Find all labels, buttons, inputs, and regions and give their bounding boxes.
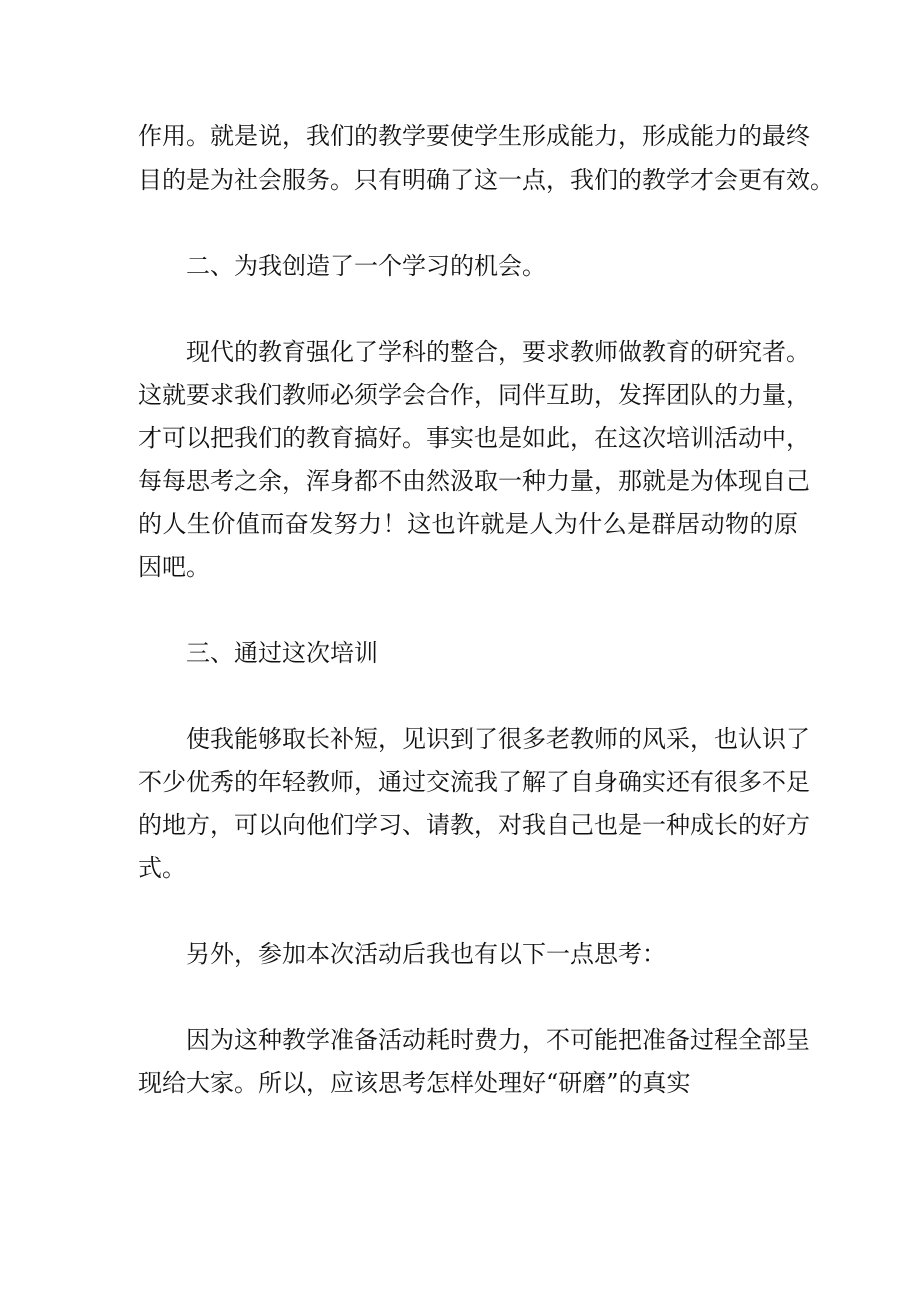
paragraph-line: 现给大家。所以，应该思考怎样处理好“研磨”的真实 — [138, 1069, 691, 1097]
section-heading: 三、通过这次培训 — [186, 639, 378, 667]
paragraph-line: 不少优秀的年轻教师，通过交流我了解了自身确实还有很多不足 — [138, 768, 810, 796]
paragraph-line: 因吧。 — [138, 553, 210, 581]
paragraph-line: 目的是为社会服务。只有明确了这一点，我们的教学才会更有效。 — [138, 166, 834, 194]
paragraph-line: 式。 — [138, 854, 186, 882]
paragraph-line: 每每思考之余，浑身都不由然汲取一种力量，那就是为体现自己 — [138, 467, 810, 495]
paragraph-line: 的人生价值而奋发努力！这也许就是人为什么是群居动物的原 — [138, 510, 798, 538]
paragraph-line: 现代的教育强化了学科的整合，要求教师做教育的研究者。 — [186, 338, 810, 366]
paragraph-line: 才可以把我们的教育搞好。事实也是如此，在这次培训活动中， — [138, 424, 810, 452]
paragraph-line: 使我能够取长补短，见识到了很多老教师的风采，也认识了 — [186, 725, 810, 753]
paragraph-line: 的地方，可以向他们学习、请教，对我自己也是一种成长的好方 — [138, 811, 810, 839]
paragraph-line: 这就要求我们教师必须学会合作，同伴互助，发挥团队的力量， — [138, 381, 810, 409]
paragraph-line: 因为这种教学准备活动耗时费力，不可能把准备过程全部呈 — [186, 1026, 810, 1054]
paragraph-line: 作用。就是说，我们的教学要使学生形成能力，形成能力的最终 — [138, 122, 810, 150]
section-heading: 二、为我创造了一个学习的机会。 — [186, 252, 546, 280]
paragraph-line: 另外，参加本次活动后我也有以下一点思考： — [186, 940, 666, 968]
